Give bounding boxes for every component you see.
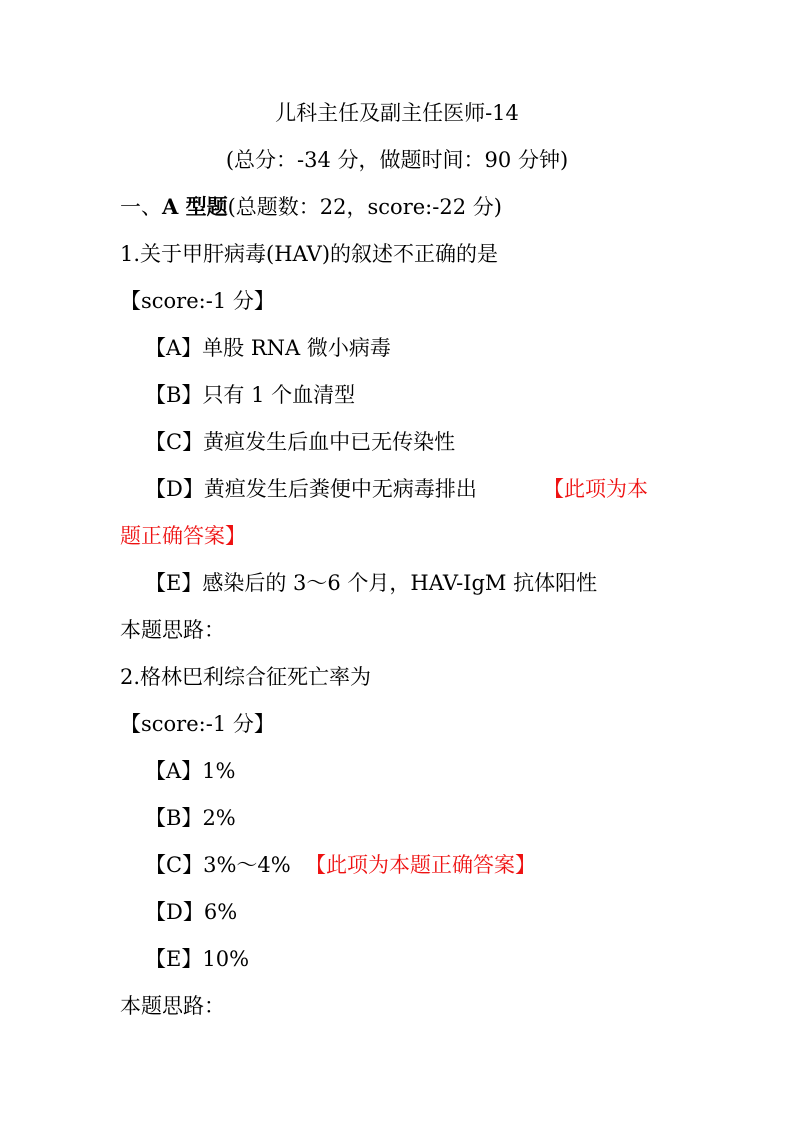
document-title: 儿科主任及副主任医师-14: [275, 101, 519, 125]
option-label: 【B】: [145, 383, 203, 407]
option-text: 黄疸发生后粪便中无病毒排出: [203, 477, 477, 501]
correct-answer-tag: 【此项为本: [543, 477, 648, 501]
section-meta: (总题数：22，score:-22 分): [227, 195, 502, 219]
option-label: 【B】: [145, 806, 203, 830]
option-text: 3%～4%: [203, 853, 291, 877]
correct-answer-tag: 【此项为本题正确答案】: [305, 853, 536, 877]
analysis-label: 本题思路：: [120, 618, 225, 642]
analysis-label: 本题思路：: [120, 994, 225, 1018]
option-label: 【D】: [145, 477, 204, 501]
option-b: [145, 381, 355, 409]
question-stem: 1.关于甲肝病毒(HAV)的叙述不正确的是: [120, 242, 499, 266]
option-a: [145, 334, 391, 362]
option-label: 【A】: [145, 336, 203, 360]
question-stem: 2.格林巴利综合征死亡率为: [120, 665, 372, 689]
option-label: 【D】: [145, 900, 204, 924]
option-c: [145, 428, 455, 456]
section-type-label: A 型题: [162, 194, 228, 219]
option-text: 6%: [203, 900, 238, 924]
option-b: [145, 804, 236, 832]
option-label: 【E】: [145, 571, 203, 595]
option-e: [145, 569, 597, 597]
question-score: 【score:-1 分】: [120, 289, 275, 313]
question-score: 【score:-1 分】: [120, 712, 275, 736]
correct-answer-tag-continued: 题正确答案】: [120, 524, 246, 548]
option-c: [145, 851, 291, 879]
option-e: [145, 945, 249, 973]
option-text: 黄疸发生后血中已无传染性: [203, 430, 456, 454]
option-d: [145, 475, 477, 503]
option-label: 【E】: [145, 947, 203, 971]
option-label: 【C】: [145, 430, 204, 454]
option-text: 只有 1 个血清型: [202, 383, 356, 407]
option-d: [145, 898, 237, 926]
option-label: 【C】: [145, 853, 204, 877]
option-text: 2%: [202, 806, 236, 830]
option-text: 感染后的 3～6 个月，HAV-IgM 抗体阳性: [202, 571, 598, 595]
section-prefix: 一、: [120, 195, 162, 219]
option-text: 10%: [202, 947, 250, 971]
option-a: [145, 757, 236, 785]
option-label: 【A】: [145, 759, 203, 783]
option-text: 1%: [202, 759, 236, 783]
option-text: 单股 RNA 微小病毒: [202, 336, 391, 360]
section-header: [120, 193, 502, 221]
document-subtitle: (总分：-34 分，做题时间：90 分钟): [225, 148, 569, 172]
